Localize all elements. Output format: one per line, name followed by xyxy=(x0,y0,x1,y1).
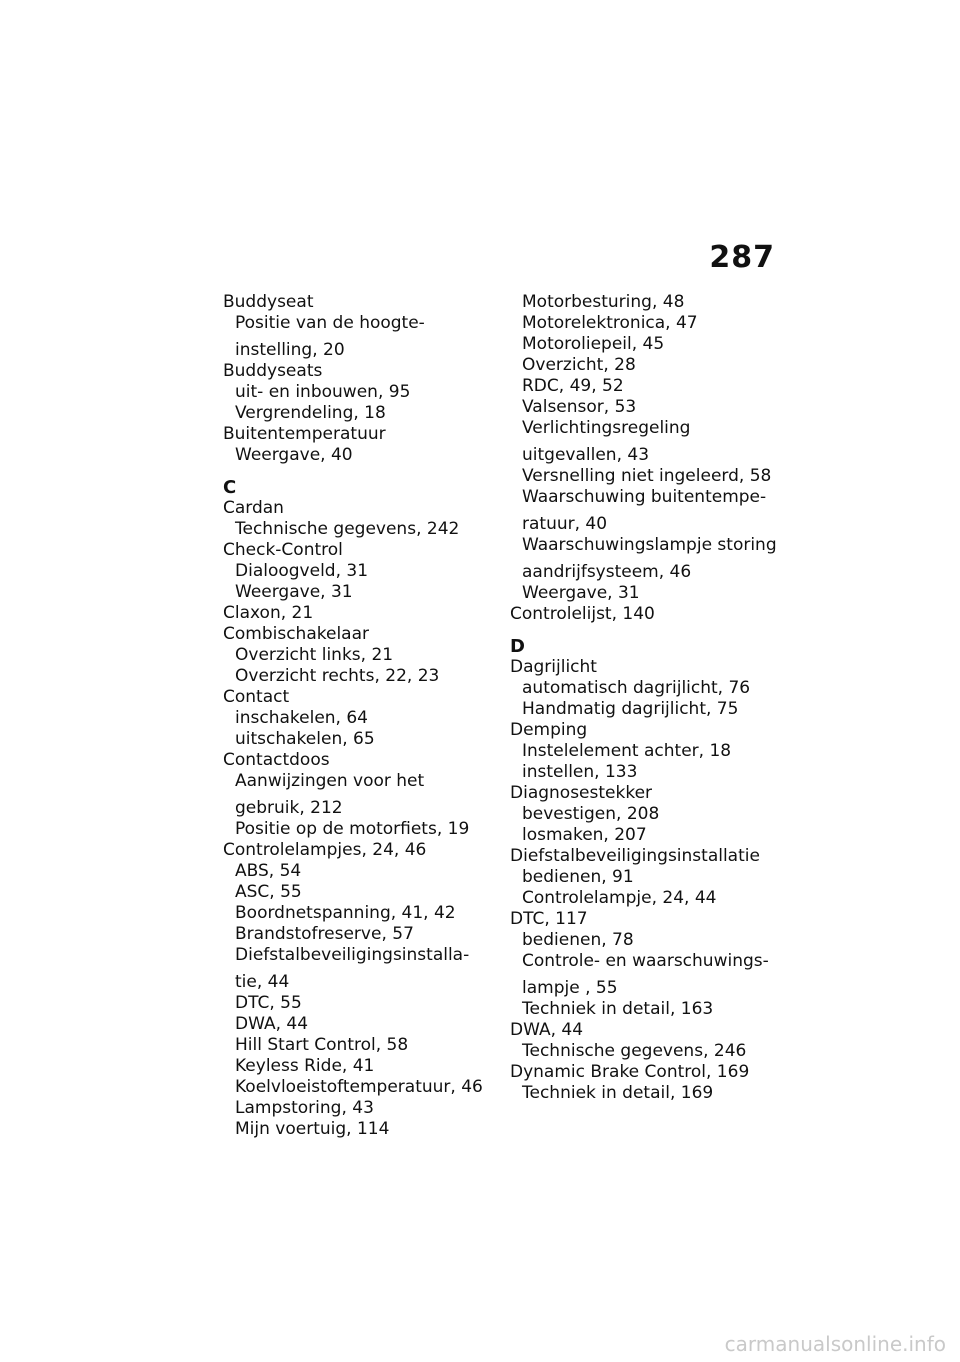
index-subentry: Handmatig dagrijlicht, 75 xyxy=(522,699,739,719)
index-subentry: Weergave, 40 xyxy=(235,445,353,465)
index-entry: Combischakelaar xyxy=(223,624,369,644)
index-subentry: uitschakelen, 65 xyxy=(235,729,375,749)
index-subentry: Brandstofreserve, 57 xyxy=(235,924,414,944)
index-subentry: Mijn voertuig, 114 xyxy=(235,1119,390,1139)
index-subentry: Overzicht links, 21 xyxy=(235,645,394,665)
index-column-left xyxy=(223,292,493,1140)
index-entry: DTC, 117 xyxy=(510,909,588,929)
section-letter: C xyxy=(223,477,237,498)
index-entry: Contact xyxy=(223,687,290,707)
index-subentry: Overzicht rechts, 22, 23 xyxy=(235,666,440,686)
index-subentry: Verlichtingsregeling xyxy=(522,418,691,438)
index-subentry: Positie op de motorfiets, 19 xyxy=(235,819,470,839)
page-number: 287 xyxy=(709,240,775,275)
index-subentry: ASC, 55 xyxy=(235,882,302,902)
index-subentry: Keyless Ride, 41 xyxy=(235,1056,375,1076)
index-subentry: Weergave, 31 xyxy=(235,582,353,602)
index-subentry: Vergrendeling, 18 xyxy=(235,403,386,423)
index-subentry: Motorelektronica, 47 xyxy=(522,313,698,333)
index-subentry: automatisch dagrijlicht, 76 xyxy=(522,678,751,698)
index-subentry: Instelelement achter, 18 xyxy=(522,741,732,761)
index-entry: Contactdoos xyxy=(223,750,330,770)
index-subentry: Waarschuwingslampje storing xyxy=(522,535,777,555)
index-entry: Controlelampjes, 24, 46 xyxy=(223,840,427,860)
index-entry: Claxon, 21 xyxy=(223,603,314,623)
index-subentry: Motorbesturing, 48 xyxy=(522,292,685,312)
index-entry: DWA, 44 xyxy=(510,1020,584,1040)
index-subentry: Positie van de hoogte- xyxy=(235,313,425,333)
index-subentry-continued: instelling, 20 xyxy=(235,340,345,360)
index-subentry: Techniek in detail, 163 xyxy=(522,999,714,1019)
index-subentry: instellen, 133 xyxy=(522,762,638,782)
index-subentry: Dialoogveld, 31 xyxy=(235,561,369,581)
index-subentry: Technische gegevens, 242 xyxy=(235,519,460,539)
watermark: carmanualsonline.info xyxy=(724,1332,946,1356)
index-entry: Buitentemperatuur xyxy=(223,424,386,444)
index-subentry: Weergave, 31 xyxy=(522,583,640,603)
index-subentry: bedienen, 78 xyxy=(522,930,634,950)
index-subentry: Motoroliepeil, 45 xyxy=(522,334,665,354)
index-subentry: Techniek in detail, 169 xyxy=(522,1083,714,1103)
index-entry: Cardan xyxy=(223,498,284,518)
index-subentry-continued: gebruik, 212 xyxy=(235,798,343,818)
index-subentry: Hill Start Control, 58 xyxy=(235,1035,409,1055)
index-entry: Dagrijlicht xyxy=(510,657,597,677)
index-entry: Buddyseats xyxy=(223,361,323,381)
index-entry: Buddyseat xyxy=(223,292,314,312)
index-subentry-continued: lampje , 55 xyxy=(522,978,618,998)
index-subentry: Koelvloeistoftemperatuur, 46 xyxy=(235,1077,483,1097)
index-subentry: Waarschuwing buitentempe- xyxy=(522,487,767,507)
index-entry: Check-Control xyxy=(223,540,343,560)
index-subentry: Controle- en waarschuwings- xyxy=(522,951,769,971)
index-subentry: RDC, 49, 52 xyxy=(522,376,624,396)
index-subentry: uit- en inbouwen, 95 xyxy=(235,382,411,402)
index-subentry-continued: ratuur, 40 xyxy=(522,514,608,534)
index-subentry-continued: tie, 44 xyxy=(235,972,290,992)
index-subentry: inschakelen, 64 xyxy=(235,708,368,728)
index-column-right xyxy=(510,292,800,1104)
index-subentry: Overzicht, 28 xyxy=(522,355,636,375)
index-entry: Demping xyxy=(510,720,588,740)
index-subentry: Diefstalbeveiligingsinstalla- xyxy=(235,945,470,965)
section-letter: D xyxy=(510,636,525,657)
index-subentry: Valsensor, 53 xyxy=(522,397,637,417)
index-subentry: Lampstoring, 43 xyxy=(235,1098,374,1118)
index-subentry: bevestigen, 208 xyxy=(522,804,660,824)
index-subentry: Versnelling niet ingeleerd, 58 xyxy=(522,466,772,486)
index-subentry: DWA, 44 xyxy=(235,1014,309,1034)
index-subentry: bedienen, 91 xyxy=(522,867,634,887)
index-subentry: Controlelampje, 24, 44 xyxy=(522,888,717,908)
index-subentry: losmaken, 207 xyxy=(522,825,647,845)
index-entry: Controlelijst, 140 xyxy=(510,604,655,624)
index-subentry: Aanwijzingen voor het xyxy=(235,771,425,791)
index-entry: Diefstalbeveiligingsinstallatie xyxy=(510,846,760,866)
index-entry: Dynamic Brake Control, 169 xyxy=(510,1062,750,1082)
index-subentry: Boordnetspanning, 41, 42 xyxy=(235,903,456,923)
index-subentry: ABS, 54 xyxy=(235,861,302,881)
index-subentry: Technische gegevens, 246 xyxy=(522,1041,747,1061)
index-subentry-continued: aandrijfsysteem, 46 xyxy=(522,562,692,582)
index-subentry-continued: uitgevallen, 43 xyxy=(522,445,650,465)
index-entry: Diagnosestekker xyxy=(510,783,653,803)
index-subentry: DTC, 55 xyxy=(235,993,302,1013)
